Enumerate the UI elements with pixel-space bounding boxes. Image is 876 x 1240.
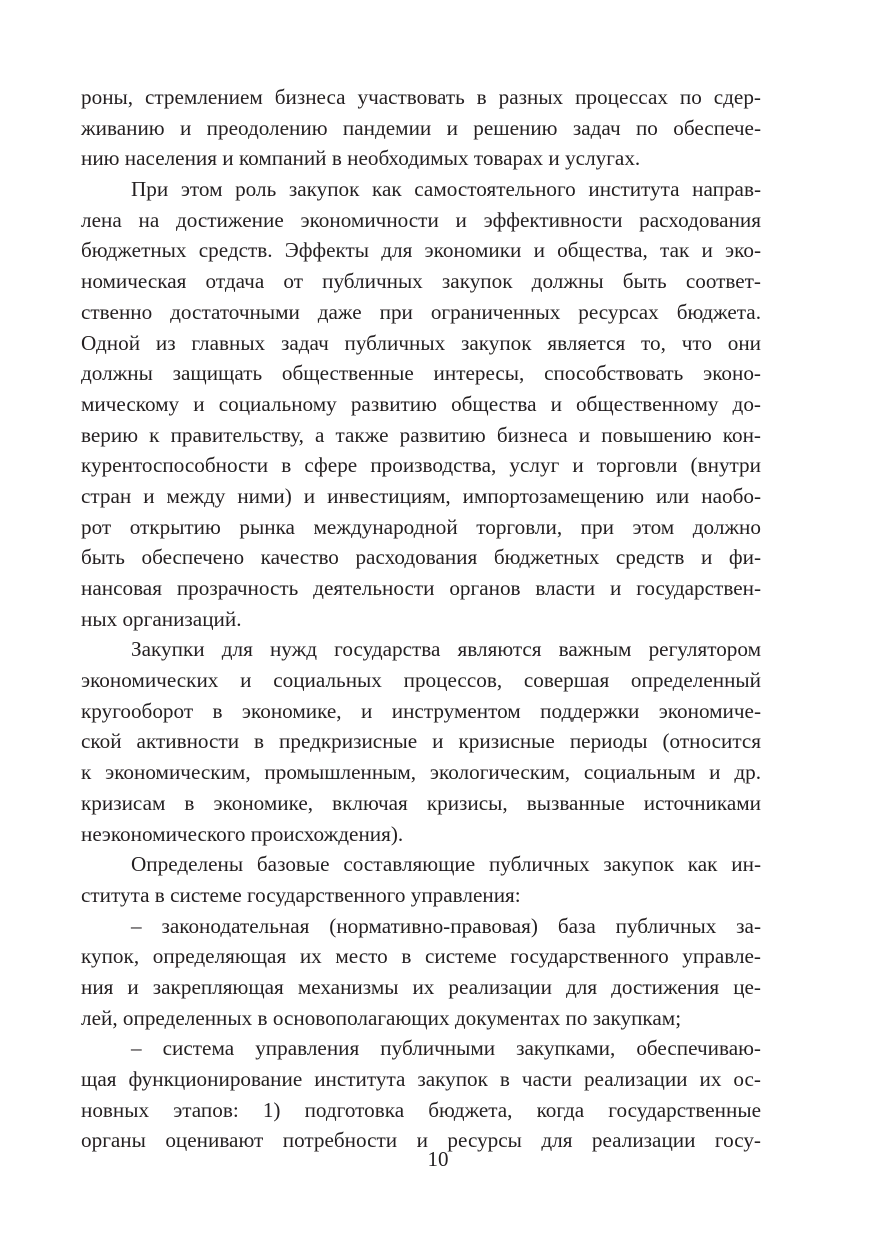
text-line: новных этапов: 1) подготовка бюджета, когда государственные xyxy=(81,1097,761,1122)
text-line: живанию и преодолению пандемии и решению задач по обеспече- xyxy=(81,115,761,140)
text-line: мическому и социальному развитию общества и общественному до- xyxy=(81,391,761,416)
text-line: верию к правительству, а также развитию бизнеса и повышению кон- xyxy=(81,422,761,447)
text-line: ственно достаточными даже при ограниченных ресурсах бюджета. xyxy=(81,299,761,324)
text-line: Определены базовые составляющие публичных закупок как ин- xyxy=(131,852,761,877)
text-line: номическая отдача от публичных закупок должны быть соответ- xyxy=(81,269,761,294)
text-line: к экономическим, промышленным, экологическим, социальным и др. xyxy=(81,760,761,785)
text-line: экономических и социальных процессов, совершая определенный xyxy=(81,668,761,693)
page-number: 10 xyxy=(427,1147,449,1171)
text-line: ния и закрепляющая механизмы их реализации для достижения це- xyxy=(81,974,761,999)
text-line: стран и между ними) и инвестициям, импортозамещению или наобо- xyxy=(81,483,761,508)
text-line: кругооборот в экономике, и инструментом поддержки экономиче- xyxy=(81,698,761,723)
text-line: лей, определенных в основополагающих документах по закупкам; xyxy=(81,1005,682,1030)
text-line: лена на достижение экономичности и эффективности расходования xyxy=(81,207,761,232)
text-line: ской активности в предкризисные и кризисные периоды (относится xyxy=(81,729,761,754)
text-line: ных организаций. xyxy=(81,606,242,631)
text-line: быть обеспечено качество расходования бюджетных средств и фи- xyxy=(81,545,761,570)
text-line: рот открытию рынка международной торговли, при этом должно xyxy=(81,514,761,539)
text-line: органы оценивают потребности и ресурсы для реализации госу- xyxy=(81,1128,761,1153)
text-line: курентоспособности в сфере производства, услуг и торговли (внутри xyxy=(81,453,761,478)
text-line: нансовая прозрачность деятельности органов власти и государствен- xyxy=(81,576,761,600)
text-line: Одной из главных задач публичных закупок является то, что они xyxy=(81,330,761,355)
paragraph-3 xyxy=(81,634,761,849)
text-line: Закупки для нужд государства являются важным регулятором xyxy=(131,637,761,662)
text-line: бюджетных средств. Эффекты для экономики и общества, так и эко- xyxy=(81,238,761,263)
text-line: купок, определяющая их место в системе государственного управле- xyxy=(81,944,761,969)
text-line: – законодательная (нормативно-правовая) база публичных за- xyxy=(131,913,761,938)
text-line: кризисам в экономике, включая кризисы, вызванные источниками xyxy=(81,790,761,815)
text-line: роны, стремлением бизнеса участвовать в разных процессах по сдер- xyxy=(81,85,761,109)
text-line: нию населения и компаний в необходимых товарах и услугах. xyxy=(81,146,641,171)
paragraph-1 xyxy=(81,82,761,174)
list-item-management-system xyxy=(81,1033,761,1156)
text-line: неэкономического происхождения). xyxy=(81,821,404,846)
text-line: щая функционирование института закупок в части реализации их ос- xyxy=(81,1067,761,1091)
page-body xyxy=(81,82,761,1156)
text-line: должны защищать общественные интересы, способствовать эконо- xyxy=(81,361,761,386)
text-line: ститута в системе государственного управления: xyxy=(81,882,521,907)
paragraph-4 xyxy=(81,849,761,910)
list-item-legislative-base xyxy=(81,911,761,1034)
text-line: – система управления публичными закупками, обеспечиваю- xyxy=(131,1036,761,1061)
paragraph-2 xyxy=(81,174,761,634)
text-line: При этом роль закупок как самостоятельного института направ- xyxy=(131,177,761,202)
